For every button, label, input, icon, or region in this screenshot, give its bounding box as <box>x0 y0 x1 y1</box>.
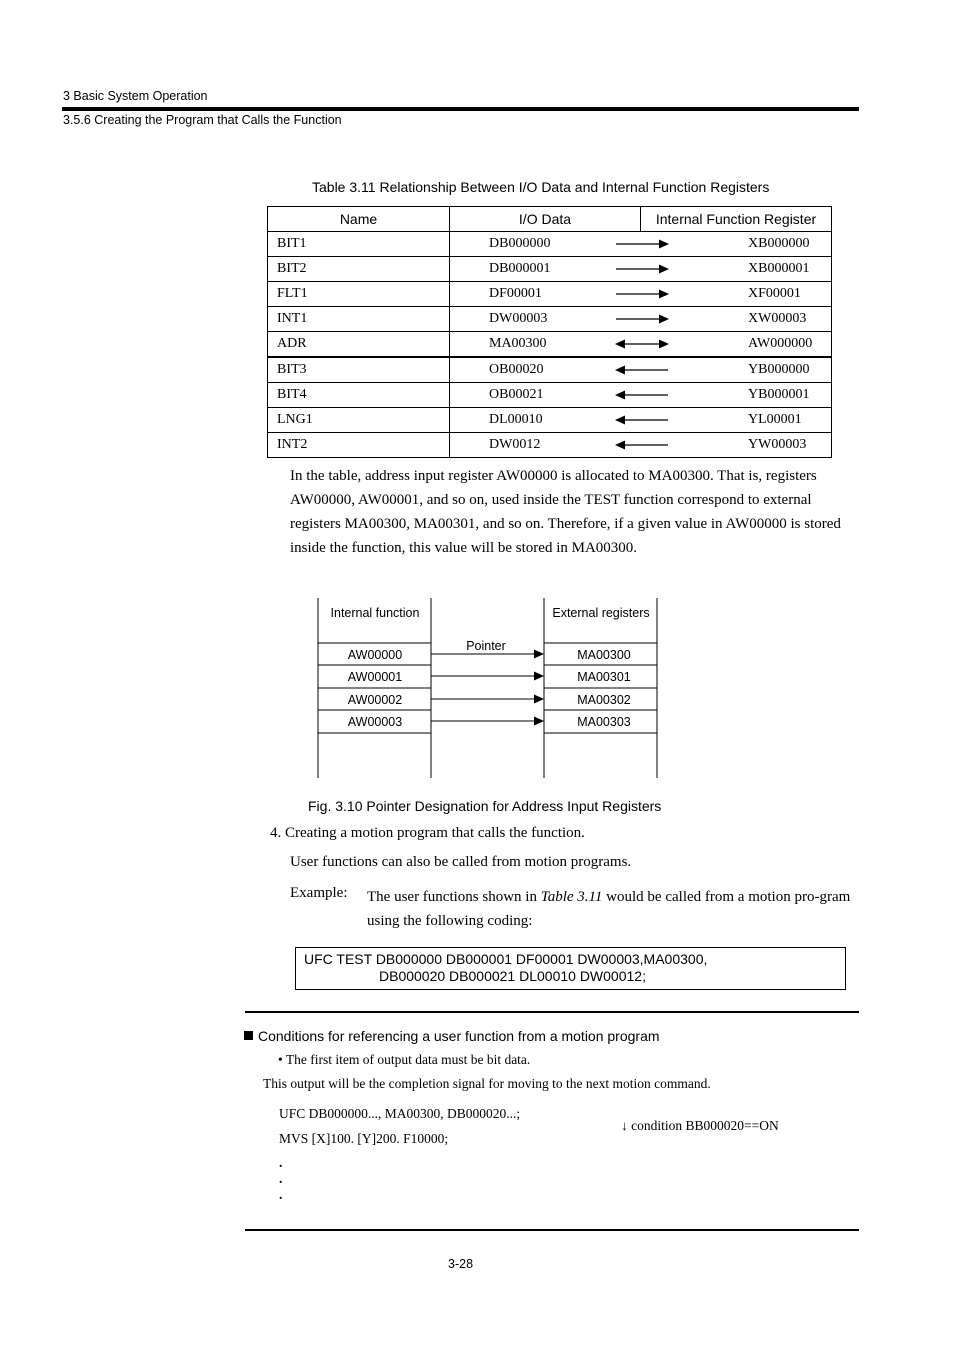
conditions-bullet-text: This output will be the completion signal for moving to the next motion command. <box>263 1076 711 1091</box>
conditions-heading <box>244 1028 660 1044</box>
square-bullet-icon <box>244 1031 253 1040</box>
conditions-heading-text: Conditions for referencing a user function from a motion program <box>258 1028 660 1044</box>
figure-right-cell: MA00303 <box>577 715 631 729</box>
row-name: FLT1 <box>268 282 450 307</box>
explanation-paragraph: In the table, address input register AW00000 is allocated to MA00300. That is, registers AW00000, AW00001, and so on, used inside the TEST function correspond to external registers MA00300, MA00301, and so on. Therefore, if a given value in AW00000 is stored inside the function, this value will be stored in MA00300. <box>290 468 841 556</box>
row-name: BIT4 <box>268 383 450 408</box>
figure-caption: Fig. 3.10 Pointer Designation for Address Input Registers <box>308 798 662 814</box>
col-header-name: Name <box>268 207 450 232</box>
figure-right-cell: MA00302 <box>577 693 631 707</box>
pointer-arrows <box>431 650 544 726</box>
row-name: INT2 <box>268 433 450 458</box>
row-io-data: DF00001 <box>489 286 542 301</box>
example-text-pre: The user functions shown in <box>367 889 541 905</box>
chapter-header: 3 Basic System Operation <box>63 89 208 103</box>
motion-code-line-1: UFC DB000000..., MA00300, DB000020...; <box>279 1106 521 1121</box>
row-name: ADR <box>268 332 450 358</box>
row-io-data: DW00003 <box>489 311 548 326</box>
row-internal-register: XB000000 <box>748 236 810 251</box>
row-internal-register: YB000000 <box>748 362 810 377</box>
section-rule-top <box>245 1011 859 1013</box>
table-caption: Table 3.11 Relationship Between I/O Data and Internal Function Registers <box>312 179 770 195</box>
row-internal-register: XB000001 <box>748 261 810 276</box>
figure-right-cell: MA00300 <box>577 648 631 662</box>
figure-left-cell: AW00000 <box>347 648 403 662</box>
figure-left-title: Internal function <box>330 606 420 620</box>
code-line-1: UFC TEST DB000000 DB000001 DF00001 DW00003,MA00300, <box>304 951 708 967</box>
row-io-data: OB00021 <box>489 387 544 402</box>
figure-right-cell: MA00301 <box>577 670 631 684</box>
row-internal-register: YW00003 <box>748 437 807 452</box>
row-io-data: MA00300 <box>489 336 547 351</box>
section-rule-bottom <box>245 1229 859 1231</box>
row-internal-register: XW00003 <box>748 311 807 326</box>
ellipsis-dot: . <box>279 1187 283 1202</box>
example-label: Example: <box>290 885 348 901</box>
example-text <box>367 885 857 933</box>
row-io-data: DW0012 <box>489 437 541 452</box>
motion-code-line-2: MVS [X]100. [Y]200. F10000; <box>279 1131 449 1146</box>
row-io-data: DB000000 <box>489 236 551 251</box>
row-name: BIT3 <box>268 357 450 383</box>
code-box <box>295 947 846 990</box>
table-reference: Table 3.11 <box>540 889 603 905</box>
row-internal-register: YB000001 <box>748 387 810 402</box>
figure-left-cell: AW00002 <box>347 693 403 707</box>
row-internal-register: AW000000 <box>748 336 813 351</box>
col-header-io-data: I/O Data <box>450 207 641 232</box>
figure-right-title: External registers <box>552 606 650 620</box>
figure-frame <box>318 598 657 778</box>
row-io-data: DB000001 <box>489 261 551 276</box>
code-line-2: DB000020 DB000021 DL00010 DW00012; <box>379 968 646 984</box>
row-name: INT1 <box>268 307 450 332</box>
page-number: 3-28 <box>448 1257 474 1271</box>
figure-pointer-label: Pointer <box>466 639 506 653</box>
ellipsis-dot: . <box>279 1171 283 1186</box>
example-text-post: would be called from a motion pro-gram using the following coding: <box>367 889 851 929</box>
conditions-bullet: • The first item of output data must be bit data. <box>278 1052 531 1067</box>
row-io-data: DL00010 <box>489 412 543 427</box>
row-internal-register: XF00001 <box>748 286 801 301</box>
step-4-title: 4. Creating a motion program that calls the function. <box>270 825 585 841</box>
figure-left-cell: AW00003 <box>347 715 403 729</box>
row-name: BIT1 <box>268 232 450 257</box>
figure-left-cell: AW00001 <box>347 670 403 684</box>
col-header-internal-register: Internal Function Register <box>641 207 832 232</box>
row-name: LNG1 <box>268 408 450 433</box>
step-4-text: User functions can also be called from motion programs. <box>290 854 632 870</box>
row-io-data: OB00020 <box>489 362 544 377</box>
ellipsis-dot: . <box>279 1155 283 1170</box>
row-name: BIT2 <box>268 257 450 282</box>
section-header: 3.5.6 Creating the Program that Calls the Function <box>63 113 342 127</box>
row-internal-register: YL00001 <box>748 412 802 427</box>
condition-note: ↓ condition BB000020==ON <box>621 1118 779 1133</box>
